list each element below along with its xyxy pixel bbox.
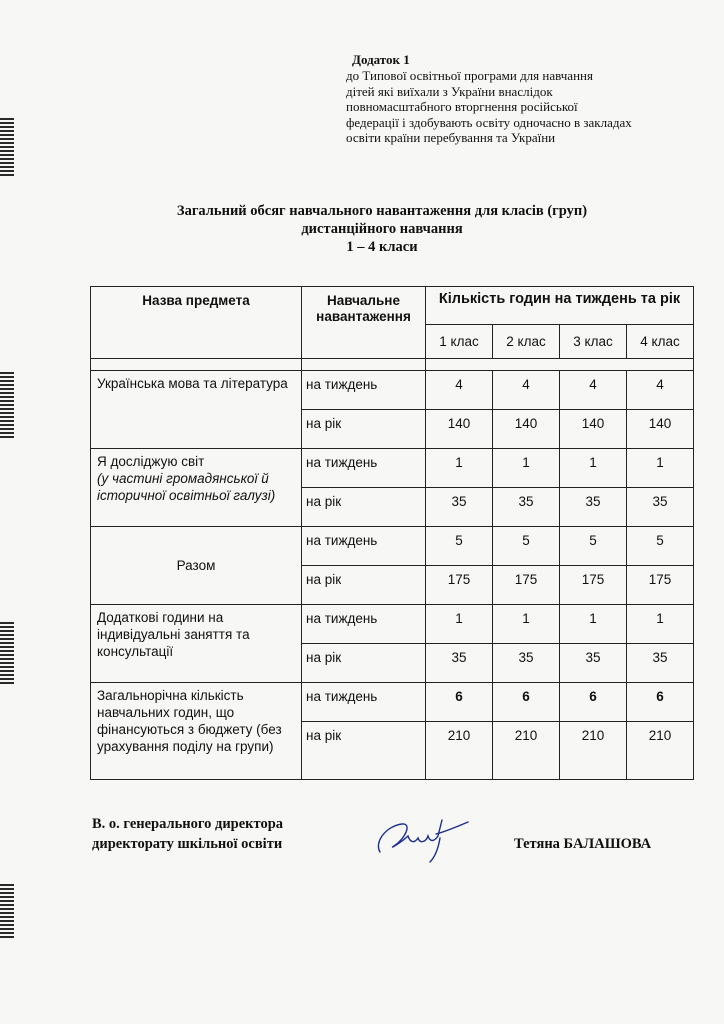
value-cell: 4: [627, 371, 694, 410]
value-cell: 35: [493, 488, 560, 527]
subject-name: Загальнорічна кількість навчальних годин, що фінансуються з бюджету (без урахування поділу на групи): [97, 688, 282, 754]
value-cell: 175: [493, 566, 560, 605]
value-cell: 35: [627, 488, 694, 527]
position-line: В. о. генерального директора: [92, 816, 284, 832]
value-cell: 140: [627, 410, 694, 449]
header-subject: Назва предмета: [91, 287, 302, 359]
document-title: [0, 202, 724, 256]
load-year: на рік: [302, 566, 426, 605]
value-cell: 210: [627, 722, 694, 780]
annex-line: повномасштабного вторгнення російської: [346, 99, 578, 115]
annex-line: до Типової освітньої програми для навчання: [346, 68, 593, 83]
scan-mark: [0, 884, 14, 940]
annex-line: дітей які виїхали з України внаслідок: [346, 83, 553, 99]
table-header-row: [91, 287, 694, 325]
value-cell: 6: [426, 683, 493, 722]
value-cell: 35: [493, 644, 560, 683]
subject-name: Разом: [176, 558, 216, 573]
value-cell: 4: [426, 371, 493, 410]
load-week: на тиждень: [302, 605, 426, 644]
load-week: на тиждень: [302, 449, 426, 488]
value-cell: 1: [493, 605, 560, 644]
table-row: [91, 527, 694, 566]
signatory-name: Тетяна БАЛАШОВА: [514, 836, 652, 852]
load-week: на тиждень: [302, 371, 426, 410]
header-class-1: 1 клас: [426, 325, 493, 359]
value-cell: 5: [493, 527, 560, 566]
header-hours: Кількість годин на тиждень та рік: [426, 287, 694, 325]
value-cell: 35: [627, 644, 694, 683]
table-row: [91, 605, 694, 644]
value-cell: 35: [426, 488, 493, 527]
table-spacer-row: [91, 359, 694, 371]
load-year: на рік: [302, 722, 426, 780]
table-row: [91, 683, 694, 722]
value-cell: 5: [627, 527, 694, 566]
signatory-position: [92, 814, 283, 854]
value-cell: 1: [560, 605, 627, 644]
study-load-table: [90, 286, 694, 780]
header-load: Навчальне навантаження: [302, 287, 426, 359]
value-cell: 175: [627, 566, 694, 605]
value-cell: 140: [560, 410, 627, 449]
annex-line: федерації і здобувають освіту одночасно в закладах: [346, 114, 632, 130]
value-cell: 1: [627, 605, 694, 644]
value-cell: 1: [426, 449, 493, 488]
subject-name: Я досліджую світ: [97, 454, 205, 469]
scan-mark: [0, 622, 14, 686]
subject-cell: [91, 449, 302, 527]
position-line: директорату шкільної освіти: [92, 836, 283, 852]
value-cell: 35: [560, 488, 627, 527]
subject-cell: [91, 527, 302, 605]
load-year: на рік: [302, 644, 426, 683]
value-cell: 5: [560, 527, 627, 566]
title-line: Загальний обсяг навчального навантаження для класів (груп): [176, 203, 588, 219]
load-week: на тиждень: [302, 683, 426, 722]
value-cell: 35: [560, 644, 627, 683]
value-cell: 5: [426, 527, 493, 566]
title-line: дистанційного навчання: [301, 221, 463, 237]
value-cell: 175: [560, 566, 627, 605]
header-class-2: 2 клас: [493, 325, 560, 359]
title-line: 1 – 4 класи: [346, 239, 418, 255]
subject-note: (у частині громадянської й історичної освітньої галузі): [97, 471, 276, 503]
value-cell: 4: [493, 371, 560, 410]
value-cell: 210: [560, 722, 627, 780]
annex-title: Додаток 1: [352, 52, 410, 67]
value-cell: 1: [560, 449, 627, 488]
value-cell: 6: [560, 683, 627, 722]
load-year: на рік: [302, 410, 426, 449]
handwritten-signature: [372, 812, 472, 866]
header-class-4: 4 клас: [627, 325, 694, 359]
subject-cell: [91, 605, 302, 683]
load-year: на рік: [302, 488, 426, 527]
value-cell: 1: [627, 449, 694, 488]
load-week: на тиждень: [302, 527, 426, 566]
value-cell: 6: [493, 683, 560, 722]
value-cell: 210: [493, 722, 560, 780]
subject-cell: [91, 371, 302, 449]
table-row: [91, 371, 694, 410]
value-cell: 35: [426, 644, 493, 683]
value-cell: 140: [493, 410, 560, 449]
subject-name: Додаткові години на індивідуальні заняття та консультації: [97, 610, 250, 659]
value-cell: 6: [627, 683, 694, 722]
value-cell: 140: [426, 410, 493, 449]
value-cell: 1: [426, 605, 493, 644]
annex-text: [346, 68, 632, 146]
header-class-3: 3 клас: [560, 325, 627, 359]
annex-line: освіти країни перебування та України: [346, 130, 556, 146]
value-cell: 210: [426, 722, 493, 780]
value-cell: 4: [560, 371, 627, 410]
value-cell: 1: [493, 449, 560, 488]
value-cell: 175: [426, 566, 493, 605]
table-row: [91, 449, 694, 488]
scan-mark: [0, 372, 14, 440]
annex-block: [0, 0, 724, 150]
subject-name: Українська мова та література: [97, 376, 288, 391]
subject-cell: [91, 683, 302, 780]
